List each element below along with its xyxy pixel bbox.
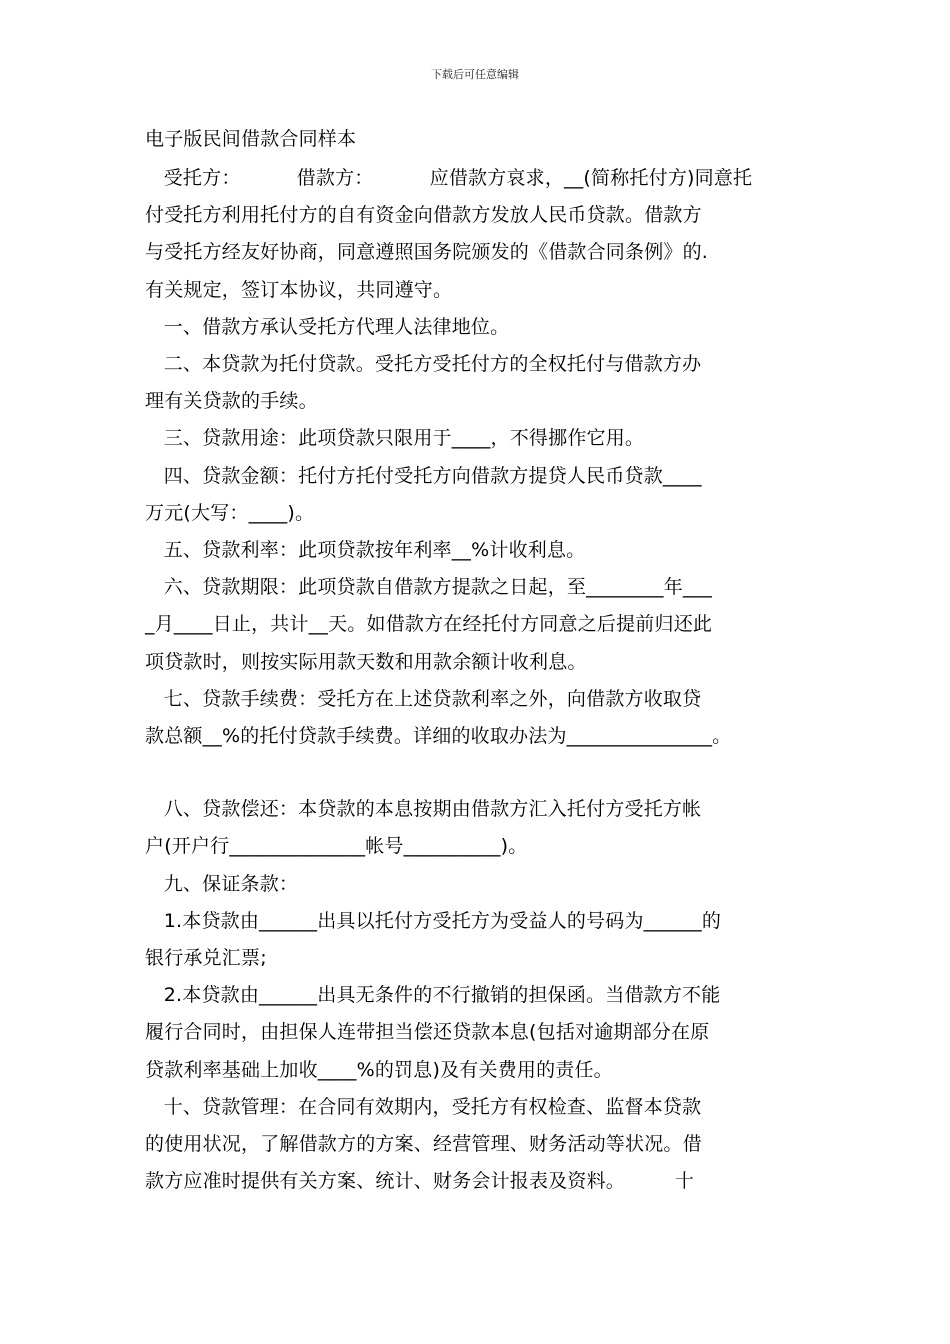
text-line: 银行承兑汇票; bbox=[145, 947, 267, 970]
text-line: 六、贷款期限：此项贷款自借款方提款之日起，至________年___ bbox=[145, 576, 713, 599]
text-line: 七、贷款手续费：受托方在上述贷款利率之外，向借款方收取贷 bbox=[145, 687, 702, 710]
text-line: 户(开户行______________帐号__________)。 bbox=[145, 835, 528, 858]
text-line: 付受托方利用托付方的自有资金向借款方发放人民币贷款。借款方 bbox=[145, 204, 702, 227]
text-line: 贷款利率基础上加收____%的罚息)及有关费用的责任。 bbox=[145, 1058, 613, 1081]
text-line: 二、本贷款为托付贷款。受托方受托付方的全权托付与借款方办 bbox=[145, 353, 702, 376]
text-line: 理有关贷款的手续。 bbox=[145, 390, 318, 413]
text-line: 1.本贷款由______出具以托付方受托方为受益人的号码为______的 bbox=[145, 909, 722, 932]
text-line: 项贷款时，则按实际用款天数和用款余额计收利息。 bbox=[145, 650, 587, 673]
text-line: 十、贷款管理：在合同有效期内，受托方有权检查、监督本贷款 bbox=[145, 1095, 702, 1118]
text-line: _月____日止，共计__天。如借款方在经托付方同意之后提前归还此 bbox=[145, 613, 713, 636]
document-title: 电子版民间借款合同样本 bbox=[145, 128, 357, 150]
text-line: 与受托方经友好协商，同意遵照国务院颁发的《借款合同条例》的. bbox=[145, 241, 709, 264]
text-line: 2.本贷款由______出具无条件的不行撤销的担保函。当借款方不能 bbox=[145, 984, 721, 1007]
text-line: 八、贷款偿还：本贷款的本息按期由借款方汇入托付方受托方帐 bbox=[145, 798, 702, 821]
text-line: 四、贷款金额：托付方托付受托方向借款方提贷人民币贷款____ bbox=[145, 464, 702, 487]
paragraph-lines bbox=[145, 160, 820, 1200]
text-line: 一、借款方承认受托方代理人法律地位。 bbox=[145, 315, 510, 338]
text-line bbox=[145, 755, 820, 791]
text-line: 三、贷款用途：此项贷款只限用于____，不得挪作它用。 bbox=[145, 427, 645, 450]
text-line: 受托方： 借款方： 应借款方哀求，__(简称托付方)同意托 bbox=[145, 167, 753, 189]
text-line: 九、保证条款： bbox=[145, 872, 299, 895]
text-line: 款总额__%的托付贷款手续费。详细的收取办法为_______________。 bbox=[145, 725, 732, 748]
text-line: 万元(大写：____)。 bbox=[145, 501, 315, 524]
text-line: 款方应准时提供有关方案、统计、财务会计报表及资料。 十 bbox=[145, 1170, 695, 1193]
text-line: 五、贷款利率：此项贷款按年利率__%计收利息。 bbox=[145, 539, 586, 562]
header-note: 下载后可任意编辑 bbox=[431, 68, 519, 81]
text-line: 有关规定，签订本协议，共同遵守。 bbox=[145, 278, 453, 301]
text-line: 的使用状况，了解借款方的方案、经营管理、财务活动等状况。借 bbox=[145, 1133, 702, 1156]
text-line: 履行合同时，由担保人连带担当偿还贷款本息(包括对逾期部分在原 bbox=[145, 1021, 710, 1044]
document-body bbox=[145, 118, 820, 1200]
